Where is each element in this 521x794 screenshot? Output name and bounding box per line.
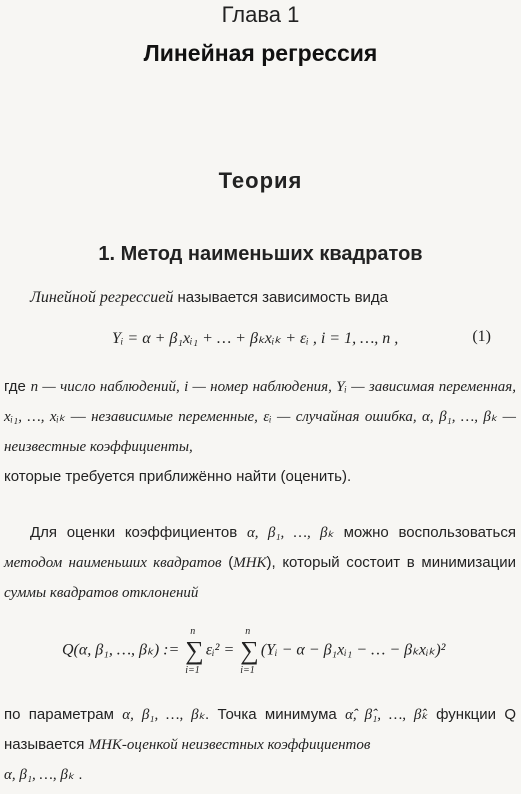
equation-1-body: Yᵢ = α + β₁xᵢ₁ + … + βₖxᵢₖ + εᵢ , i = 1, …, n ,: [112, 330, 399, 347]
paragraph-estimate: по параметрам α, β₁, …, βₖ. Точка минимума α̂, β̂₁, …, β̂ₖ функции Q называется МНК-оценкой неизвестных коэффициентов α, β₁, …, βₖ .: [4, 706, 516, 783]
paragraph-method: Для оценки коэффициентов α, β₁, …, βₖ можно воспользоваться методом наименьших квадратов (МНК), который состоит в минимизации суммы квадратов отклонений: [4, 524, 516, 601]
subsection-title: 1. Метод наименьших квадратов: [98, 243, 423, 265]
equation-2-mid: εᵢ² =: [205, 641, 239, 659]
equation-1-number: (1): [472, 328, 491, 345]
chapter-title: Линейная регрессия: [143, 40, 378, 66]
paragraph-definition: [4, 284, 516, 311]
term-linear-regression: Линейной регрессией: [30, 289, 174, 306]
sum-symbol-1: ∑ n i=1: [185, 626, 204, 676]
chapter-label: Глава 1: [221, 2, 300, 27]
section-title: Теория: [218, 168, 303, 193]
sum-symbol-2: ∑ n i=1: [240, 626, 259, 676]
equation-2-lhs: Q(α, β₁, …, βₖ) :=: [62, 641, 184, 659]
equation-2-rhs: (Yᵢ − α − β₁xᵢ₁ − … − βₖxᵢₖ)²: [260, 641, 446, 659]
definition-text: называется зависимость вида: [173, 289, 389, 306]
paragraph-notation: где n — число наблюдений, i — номер наблюдения, Yᵢ — зависимая переменная, xᵢ₁, …, xᵢₖ –– независимые переменные, εᵢ — случайная ошибка, α, β₁, …, βₖ — неизвестные коэффициенты, которые требуется приближённо найти (оценить).: [4, 378, 517, 485]
